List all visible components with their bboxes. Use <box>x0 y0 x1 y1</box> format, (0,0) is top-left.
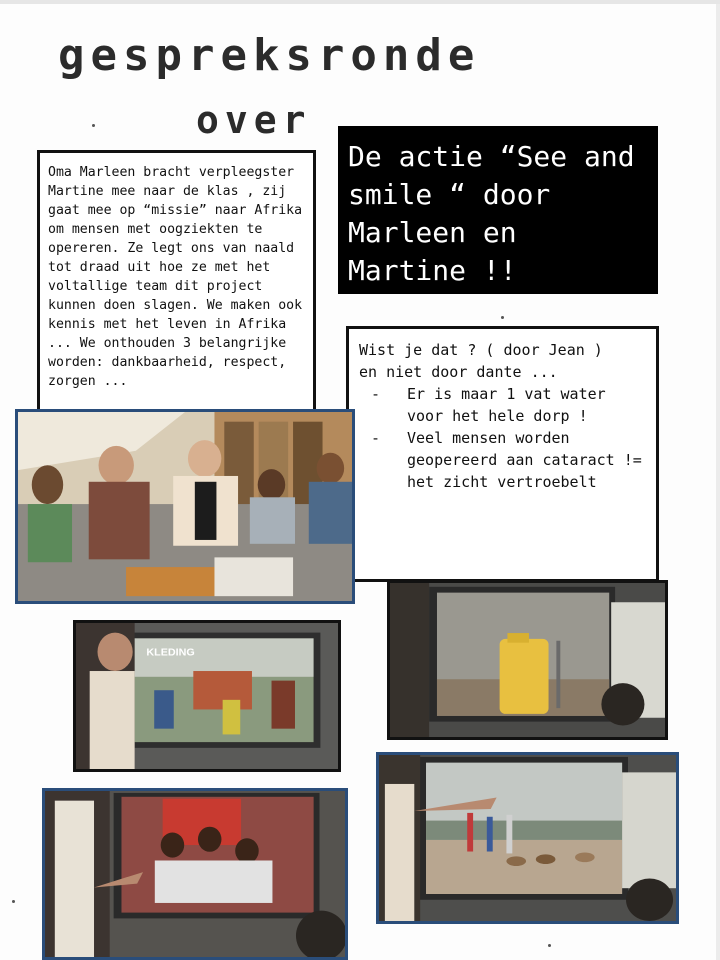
projection-kleding-image <box>76 623 338 769</box>
title-box <box>338 126 658 294</box>
facts-heading: Wist je dat ? ( door Jean ) <box>359 341 603 359</box>
heading-line-2: over <box>196 98 312 142</box>
title-line-3: Marleen en <box>348 216 517 249</box>
facts-list-item: - Er is maar 1 vat water voor het hele dorp ! <box>371 385 606 425</box>
facts-subheading: en niet door dante ... <box>359 363 558 381</box>
facts-list-item: - Veel mensen worden geopereerd aan cataract != het zicht vertroebelt <box>371 429 642 491</box>
photo-projection-children <box>42 788 348 960</box>
photo-projection-water-barrel <box>387 580 668 740</box>
photo-projection-street <box>376 752 679 924</box>
facts-item-text: Veel mensen worden geopereerd aan cataract != het zicht vertroebelt <box>407 429 642 491</box>
children-projection-image <box>45 791 345 957</box>
title-line-1: De actie “See and <box>348 140 635 173</box>
street-projection-image <box>379 755 676 921</box>
ink-speck <box>501 316 504 319</box>
intro-text: Oma Marleen bracht verpleegster Martine mee naar de klas , zij gaat mee op “missie” naar Afrika om mensen met oogziekten te opereren. Ze legt ons van naald tot draad uit hoe ze met het voltallige team dit project kunnen doen slagen. We maken ook kennis met het leven in Afrika ... We onthouden 3 belangrijke worden: dankbaarheid, respect, zorgen ... <box>48 165 303 389</box>
projection-caption: KLEDING <box>146 646 195 659</box>
facts-list <box>359 383 646 493</box>
photo-classroom <box>15 409 355 604</box>
water-barrel-image <box>390 583 665 737</box>
ink-speck <box>12 900 15 903</box>
ink-speck <box>92 124 95 127</box>
heading-line-1: gespreksronde <box>58 30 481 81</box>
title-line-4: Martine !! <box>348 254 517 287</box>
photo-projection-kleding <box>73 620 341 772</box>
facts-item-text: Er is maar 1 vat water voor het hele dorp ! <box>407 385 606 425</box>
intro-text-box <box>37 150 316 412</box>
classroom-photo-image <box>18 412 352 601</box>
ink-speck <box>548 944 551 947</box>
title-line-2: smile “ door <box>348 178 551 211</box>
facts-box <box>346 326 659 582</box>
